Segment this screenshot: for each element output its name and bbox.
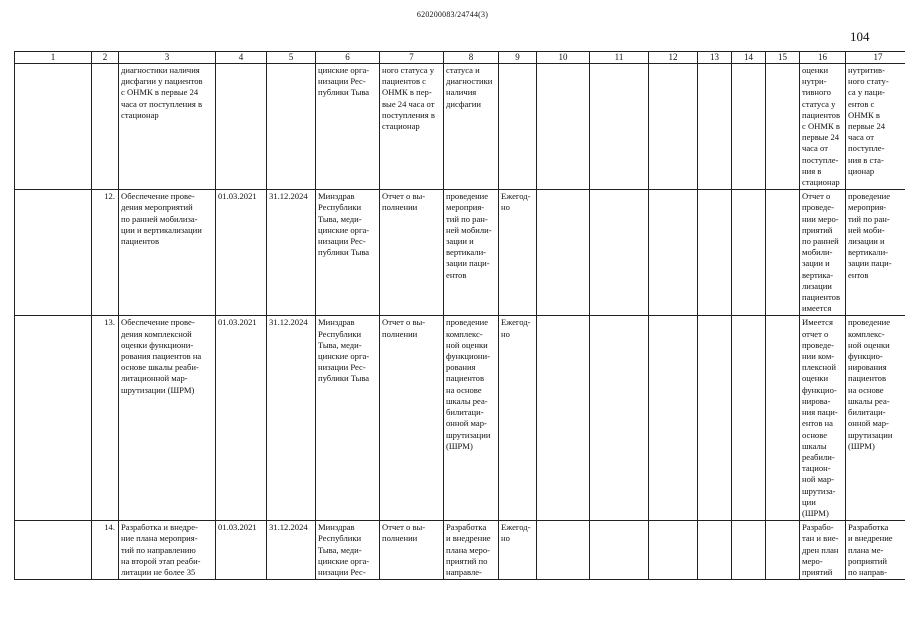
cell-col14 bbox=[732, 521, 766, 580]
executor: Минздрав Республики Тыва, меди- цинские орга- низации Рес- bbox=[316, 521, 380, 580]
cell-col15 bbox=[766, 190, 800, 316]
cell-col15 bbox=[766, 316, 800, 521]
table-row bbox=[15, 521, 905, 580]
column-header: 12 bbox=[649, 52, 698, 64]
measure-name: диагностики наличия дисфагии у пациентов с ОНМК в первые 24 часа от поступления в стационар bbox=[119, 64, 216, 190]
column-header: 4 bbox=[216, 52, 267, 64]
cell-col16: оценки нутри- тивного статуса у пациентов с ОНМК в первые 24 часа от поступле- ния в стационар bbox=[800, 64, 846, 190]
expected-result: Отчет о вы- полнении bbox=[380, 190, 444, 316]
column-header: 14 bbox=[732, 52, 766, 64]
table-row bbox=[15, 316, 905, 521]
document-id: 620200083/24744(3) bbox=[416, 10, 489, 19]
indicator: Разработка и внедрение плана меро- приятий по направле- bbox=[444, 521, 499, 580]
column-header: 5 bbox=[267, 52, 316, 64]
start-date: 01.03.2021 bbox=[216, 316, 267, 521]
periodicity: Ежегод- но bbox=[499, 521, 537, 580]
table-row bbox=[15, 64, 905, 190]
indicator: статуса и диагностики наличия дисфагии bbox=[444, 64, 499, 190]
measure-name: Обеспечение прове- дения комплексной оценки функциони- рования пациентов на основе шкалы реаби- литационной мар- шрутизации (ШРМ) bbox=[119, 316, 216, 521]
cell-col13 bbox=[698, 190, 732, 316]
executor: цинские орга- низации Рес- публики Тыва bbox=[316, 64, 380, 190]
cell-col12 bbox=[649, 316, 698, 521]
periodicity: Ежегод- но bbox=[499, 190, 537, 316]
cell-col10 bbox=[537, 521, 590, 580]
cell-col14 bbox=[732, 316, 766, 521]
row-number: 13. bbox=[92, 316, 119, 521]
end-date: 31.12.2024 bbox=[267, 521, 316, 580]
cell-col16: Имеется отчет о проведе- нии ком- плексной оценки функцио- нирова- ния паци- ентов на основе шкалы реабили- тацион- ной мар- шрутиза- ции (ШРМ) bbox=[800, 316, 846, 521]
end-date bbox=[267, 64, 316, 190]
start-date: 01.03.2021 bbox=[216, 190, 267, 316]
cell-col12 bbox=[649, 64, 698, 190]
periodicity bbox=[499, 64, 537, 190]
cell-col17: проведение мероприя- тий по ран- ней моби- лизации и вертикали- зации паци- ентов bbox=[846, 190, 905, 316]
table-row bbox=[15, 190, 905, 316]
periodicity: Ежегод- но bbox=[499, 316, 537, 521]
cell-col10 bbox=[537, 316, 590, 521]
cell-col1 bbox=[15, 64, 92, 190]
cell-col1 bbox=[15, 521, 92, 580]
expected-result: Отчет о вы- полнении bbox=[380, 521, 444, 580]
column-header: 10 bbox=[537, 52, 590, 64]
end-date: 31.12.2024 bbox=[267, 190, 316, 316]
cell-col1 bbox=[15, 316, 92, 521]
column-header: 16 bbox=[800, 52, 846, 64]
indicator: проведение комплекс- ной оценки функциони- рования пациентов на основе шкалы реа- билитаци- онной мар- шрутизации (ШРМ) bbox=[444, 316, 499, 521]
cell-col11 bbox=[590, 521, 649, 580]
cell-col14 bbox=[732, 64, 766, 190]
column-header: 3 bbox=[119, 52, 216, 64]
column-header: 1 bbox=[15, 52, 92, 64]
cell-col13 bbox=[698, 521, 732, 580]
cell-col17: Разработка и внедрение плана ме- роприятий по направ- bbox=[846, 521, 905, 580]
column-header: 6 bbox=[316, 52, 380, 64]
cell-col10 bbox=[537, 190, 590, 316]
column-header: 15 bbox=[766, 52, 800, 64]
plan-table bbox=[14, 51, 905, 580]
start-date bbox=[216, 64, 267, 190]
header-row bbox=[15, 52, 905, 64]
cell-col17: нутритив- ного стату- са у паци- ентов с ОНМК в первые 24 часа от поступле- ния в ста- ционар bbox=[846, 64, 905, 190]
cell-col16: Разрабо- тан и вне- дрен план меро- приятий bbox=[800, 521, 846, 580]
start-date: 01.03.2021 bbox=[216, 521, 267, 580]
end-date: 31.12.2024 bbox=[267, 316, 316, 521]
cell-col15 bbox=[766, 64, 800, 190]
cell-col11 bbox=[590, 190, 649, 316]
expected-result: Отчет о вы- полнении bbox=[380, 316, 444, 521]
column-header: 8 bbox=[444, 52, 499, 64]
column-header: 7 bbox=[380, 52, 444, 64]
expected-result: ного статуса у пациентов с ОНМК в пер- вые 24 часа от поступления в стационар bbox=[380, 64, 444, 190]
cell-col17: проведение комплекс- ной оценки функцио- нирования пациентов на основе шкалы реа- билитаци- онной мар- шрутизации (ШРМ) bbox=[846, 316, 905, 521]
cell-col1 bbox=[15, 190, 92, 316]
column-header: 11 bbox=[590, 52, 649, 64]
cell-col15 bbox=[766, 521, 800, 580]
cell-col11 bbox=[590, 316, 649, 521]
page-number: 104 bbox=[850, 29, 870, 44]
column-header: 2 bbox=[92, 52, 119, 64]
row-number bbox=[92, 64, 119, 190]
row-number: 12. bbox=[92, 190, 119, 316]
cell-col11 bbox=[590, 64, 649, 190]
cell-col13 bbox=[698, 64, 732, 190]
column-header: 9 bbox=[499, 52, 537, 64]
row-number: 14. bbox=[92, 521, 119, 580]
cell-col10 bbox=[537, 64, 590, 190]
executor: Минздрав Республики Тыва, меди- цинские орга- низации Рес- публики Тыва bbox=[316, 316, 380, 521]
cell-col12 bbox=[649, 521, 698, 580]
cell-col14 bbox=[732, 190, 766, 316]
indicator: проведение мероприя- тий по ран- ней мобили- зации и вертикали- зации паци- ентов bbox=[444, 190, 499, 316]
column-header: 17 bbox=[846, 52, 905, 64]
cell-col13 bbox=[698, 316, 732, 521]
executor: Минздрав Республики Тыва, меди- цинские орга- низации Рес- публики Тыва bbox=[316, 190, 380, 316]
cell-col12 bbox=[649, 190, 698, 316]
measure-name: Разработка и внедре- ние плана мероприя- тий по направлению на второй этап реаби- литации не более 35 bbox=[119, 521, 216, 580]
cell-col16: Отчет о проведе- нии меро- приятий по ранней мобили- зации и вертика- лизации пациентов имеется bbox=[800, 190, 846, 316]
column-header: 13 bbox=[698, 52, 732, 64]
measure-name: Обеспечение прове- дения мероприятий по ранней мобилиза- ции и вертикализации пациентов bbox=[119, 190, 216, 316]
